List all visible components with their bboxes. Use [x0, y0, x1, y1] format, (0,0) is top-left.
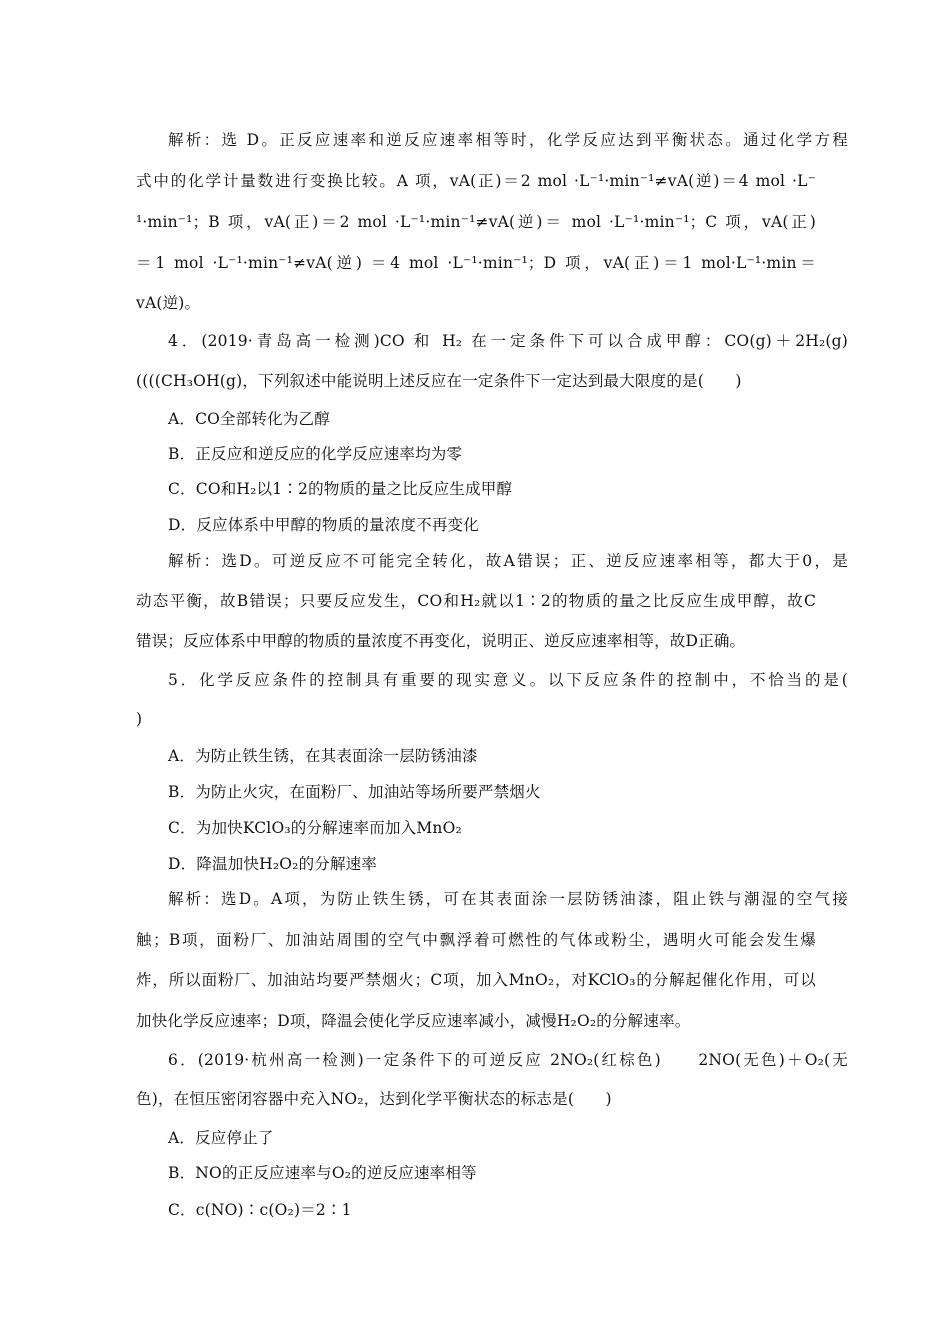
question-6-stem-1: 6．(2019·杭州高一检测)一定条件下的可逆反应 2NO₂(红棕色) 2NO(无色)＋O₂(无 — [168, 1051, 848, 1069]
question-5-option-c: C．为加快KClO₃的分解速率而加入MnO₂ — [168, 819, 462, 837]
question-6-option-a: A．反应停止了 — [168, 1129, 274, 1147]
analysis-3-line-4: ＝1 mol ·L⁻¹·min⁻¹≠vA(逆) ＝4 mol ·L⁻¹·min⁻¹；D 项，vA(正)＝1 mol·L⁻¹·min＝ — [136, 254, 816, 272]
question-6-option-b: B．NO的正反应速率与O₂的逆反应速率相等 — [168, 1164, 477, 1182]
question-4-option-a: A．CO全部转化为乙醇 — [168, 410, 330, 428]
question-5-stem-1: 5．化学反应条件的控制具有重要的现实意义。以下反应条件的控制中，不恰当的是( — [168, 671, 848, 689]
analysis-5-line-1: 解析：选D。A项，为防止铁生锈，可在其表面涂一层防锈油漆，阻止铁与潮湿的空气接 — [168, 890, 848, 908]
question-5-stem-2: ) — [136, 710, 143, 728]
question-6-option-c: C．c(NO)∶c(O₂)＝2∶1 — [168, 1201, 352, 1219]
question-4-option-c: C．CO和H₂以1∶2的物质的量之比反应生成甲醇 — [168, 480, 513, 498]
question-5-option-d: D．降温加快H₂O₂的分解速率 — [168, 855, 378, 873]
question-5-option-b: B．为防止火灾，在面粉厂、加油站等场所要严禁烟火 — [168, 783, 541, 801]
question-4-stem-2: ((((CH₃OH(g)，下列叙述中能说明上述反应在一定条件下一定达到最大限度的是( ) — [136, 372, 742, 390]
analysis-5-line-2: 触；B项，面粉厂、加油站周围的空气中飘浮着可燃性的气体或粉尘，遇明火可能会发生爆 — [136, 931, 816, 949]
analysis-3-line-3: ¹·min⁻¹；B 项，vA(正)＝2 mol ·L⁻¹·min⁻¹≠vA(逆)＝ mol ·L⁻¹·min⁻¹；C 项，vA(正) — [136, 213, 816, 231]
analysis-5-line-4: 加快化学反应速率；D项，降温会使化学反应速率减小，减慢H₂O₂的分解速率。 — [136, 1012, 691, 1030]
analysis-3-line-1: 解析：选 D。正反应速率和逆反应速率相等时，化学反应达到平衡状态。通过化学方程 — [168, 131, 848, 149]
analysis-4-line-1: 解析：选D。可逆反应不可能完全转化，故A错误；正、逆反应速率相等，都大于0，是 — [168, 552, 848, 570]
analysis-3-line-5: vA(逆)。 — [136, 294, 201, 312]
question-5-option-a: A．为防止铁生锈，在其表面涂一层防锈油漆 — [168, 747, 478, 765]
analysis-5-line-3: 炸，所以面粉厂、加油站均要严禁烟火；C项，加入MnO₂，对KClO₃的分解起催化作用，可以 — [136, 971, 816, 989]
analysis-3-line-2: 式中的化学计量数进行变换比较。A 项，vA(正)＝2 mol ·L⁻¹·min⁻¹≠vA(逆)＝4 mol ·L⁻ — [136, 172, 816, 190]
analysis-4-line-2: 动态平衡，故B错误；只要反应发生，CO和H₂就以1∶2的物质的量之比反应生成甲醇，故C — [136, 592, 816, 610]
question-4-stem-1: 4．(2019·青岛高一检测)CO 和 H₂ 在一定条件下可以合成甲醇：CO(g)＋2H₂(g) — [168, 332, 848, 350]
question-4-option-d: D．反应体系中甲醇的物质的量浓度不再变化 — [168, 516, 479, 534]
question-6-stem-2: 色)，在恒压密闭容器中充入NO₂，达到化学平衡状态的标志是( ) — [136, 1090, 612, 1108]
analysis-4-line-3: 错误；反应体系中甲醇的物质的量浓度不再变化，说明正、逆反应速率相等，故D正确。 — [136, 632, 746, 650]
question-4-option-b: B．正反应和逆反应的化学反应速率均为零 — [168, 445, 463, 463]
